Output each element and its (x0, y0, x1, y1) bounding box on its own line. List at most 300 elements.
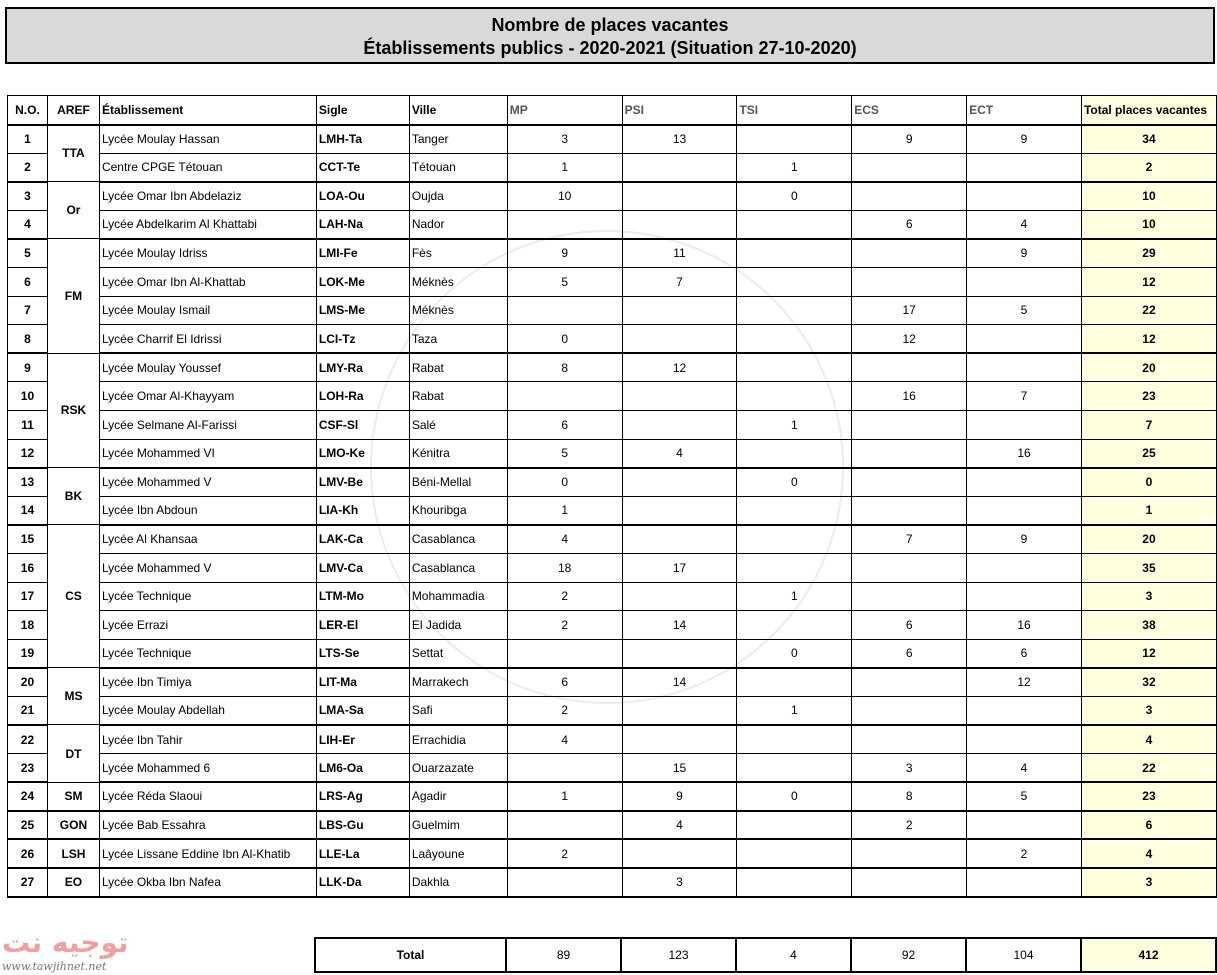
cell-psi (622, 639, 737, 668)
cell-etablissement: Lycée Lissane Eddine Ibn Al-Khatib (99, 839, 316, 868)
cell-tsi (737, 754, 852, 783)
cell-etablissement: Lycée Bab Essahra (99, 811, 316, 840)
cell-ect (967, 267, 1082, 296)
cell-ville: Fès (409, 239, 507, 268)
cell-mp: 4 (507, 525, 622, 554)
cell-sigle: LLE-La (316, 839, 409, 868)
table-row (8, 639, 1217, 668)
cell-ville: Casablanca (409, 525, 507, 554)
cell-etablissement: Lycée Mohammed V (99, 468, 316, 497)
cell-tsi: 1 (737, 153, 852, 182)
cell-etablissement: Lycée Moulay Idriss (99, 239, 316, 268)
cell-no: 17 (8, 582, 48, 611)
cell-sigle: LMS-Me (316, 296, 409, 325)
cell-total: 34 (1081, 125, 1216, 154)
cell-ecs (852, 439, 967, 468)
cell-sigle: LCI-Tz (316, 325, 409, 354)
table-row (8, 696, 1217, 725)
cell-ect: 2 (967, 839, 1082, 868)
cell-mp: 10 (507, 182, 622, 211)
cell-etablissement: Lycée Réda Slaoui (99, 782, 316, 811)
cell-ecs (852, 496, 967, 525)
table-body (8, 125, 1217, 897)
cell-ect: 4 (967, 754, 1082, 783)
cell-sigle: LRS-Ag (316, 782, 409, 811)
cell-mp: 6 (507, 410, 622, 439)
cell-ect: 9 (967, 525, 1082, 554)
cell-ville: Rabat (409, 382, 507, 411)
cell-mp: 3 (507, 125, 622, 154)
cell-aref: MS (47, 668, 99, 725)
header-ville: Ville (409, 96, 507, 125)
cell-mp: 4 (507, 725, 622, 754)
cell-no: 13 (8, 468, 48, 497)
cell-ecs (852, 239, 967, 268)
table-row (8, 210, 1217, 239)
cell-ville: Settat (409, 639, 507, 668)
cell-ect: 12 (967, 668, 1082, 697)
cell-no: 22 (8, 725, 48, 754)
cell-sigle: CCT-Te (316, 153, 409, 182)
cell-tsi (737, 353, 852, 382)
cell-tsi: 0 (737, 782, 852, 811)
cell-no: 24 (8, 782, 48, 811)
cell-no: 16 (8, 553, 48, 582)
cell-ville: Ouarzazate (409, 754, 507, 783)
cell-no: 27 (8, 868, 48, 897)
cell-ecs: 16 (852, 382, 967, 411)
cell-ect (967, 725, 1082, 754)
cell-tsi (737, 496, 852, 525)
cell-total: 1 (1081, 496, 1216, 525)
cell-ect (967, 353, 1082, 382)
totals-table (314, 937, 1217, 973)
cell-no: 7 (8, 296, 48, 325)
cell-psi (622, 153, 737, 182)
cell-mp: 6 (507, 668, 622, 697)
table-row (8, 553, 1217, 582)
cell-etablissement: Lycée Ibn Tahir (99, 725, 316, 754)
cell-ecs (852, 696, 967, 725)
cell-ecs (852, 353, 967, 382)
cell-ecs: 2 (852, 811, 967, 840)
cell-total: 12 (1081, 325, 1216, 354)
cell-psi: 14 (622, 668, 737, 697)
cell-psi (622, 725, 737, 754)
cell-ville: Tanger (409, 125, 507, 154)
header-etablissement: Établissement (99, 96, 316, 125)
cell-sigle: LOA-Ou (316, 182, 409, 211)
header-row (8, 96, 1217, 125)
cell-sigle: LAH-Na (316, 210, 409, 239)
cell-ecs (852, 182, 967, 211)
totals-tsi: 4 (736, 938, 851, 972)
cell-aref: RSK (47, 353, 99, 467)
cell-total: 12 (1081, 639, 1216, 668)
cell-no: 15 (8, 525, 48, 554)
cell-sigle: LIA-Kh (316, 496, 409, 525)
cell-tsi (737, 668, 852, 697)
cell-total: 35 (1081, 553, 1216, 582)
header-sigle: Sigle (316, 96, 409, 125)
cell-ect (967, 325, 1082, 354)
cell-tsi (737, 839, 852, 868)
cell-tsi (737, 210, 852, 239)
table-row (8, 754, 1217, 783)
cell-ville: Khouribga (409, 496, 507, 525)
cell-ecs (852, 153, 967, 182)
cell-psi (622, 582, 737, 611)
cell-ect: 9 (967, 125, 1082, 154)
cell-aref: FM (47, 239, 99, 353)
cell-total: 6 (1081, 811, 1216, 840)
cell-no: 5 (8, 239, 48, 268)
table-row (8, 582, 1217, 611)
cell-aref: SM (47, 782, 99, 811)
cell-aref: DT (47, 725, 99, 782)
cell-aref: Or (47, 182, 99, 239)
cell-ecs (852, 668, 967, 697)
cell-psi: 15 (622, 754, 737, 783)
cell-etablissement: Lycée Omar Al-Khayyam (99, 382, 316, 411)
cell-ect: 9 (967, 239, 1082, 268)
cell-no: 19 (8, 639, 48, 668)
cell-no: 20 (8, 668, 48, 697)
cell-ect: 16 (967, 611, 1082, 640)
cell-mp: 18 (507, 553, 622, 582)
cell-ect (967, 582, 1082, 611)
cell-no: 23 (8, 754, 48, 783)
cell-ecs: 6 (852, 210, 967, 239)
cell-total: 3 (1081, 582, 1216, 611)
table-row (8, 125, 1217, 154)
totals-grand-total: 412 (1081, 938, 1216, 972)
cell-sigle: LER-El (316, 611, 409, 640)
cell-tsi (737, 439, 852, 468)
cell-no: 1 (8, 125, 48, 154)
table-row (8, 353, 1217, 382)
table-row (8, 439, 1217, 468)
cell-ville: Oujda (409, 182, 507, 211)
cell-etablissement: Lycée Technique (99, 582, 316, 611)
cell-no: 25 (8, 811, 48, 840)
cell-ville: El Jadida (409, 611, 507, 640)
cell-aref: BK (47, 468, 99, 525)
cell-psi: 9 (622, 782, 737, 811)
cell-etablissement: Lycée Mohammed 6 (99, 754, 316, 783)
cell-no: 26 (8, 839, 48, 868)
cell-total: 4 (1081, 839, 1216, 868)
cell-psi: 12 (622, 353, 737, 382)
table-row (8, 782, 1217, 811)
cell-psi: 7 (622, 267, 737, 296)
cell-psi (622, 382, 737, 411)
cell-sigle: LMV-Be (316, 468, 409, 497)
cell-tsi: 1 (737, 696, 852, 725)
cell-mp: 9 (507, 239, 622, 268)
vacancies-table (7, 95, 1217, 898)
cell-ville: Laâyoune (409, 839, 507, 868)
cell-ville: Méknès (409, 267, 507, 296)
cell-sigle: LLK-Da (316, 868, 409, 897)
cell-ecs: 12 (852, 325, 967, 354)
cell-ville: Méknès (409, 296, 507, 325)
cell-sigle: LMV-Ca (316, 553, 409, 582)
title-box (5, 7, 1215, 64)
cell-etablissement: Lycée Moulay Youssef (99, 353, 316, 382)
cell-ville: Errachidia (409, 725, 507, 754)
table-row (8, 668, 1217, 697)
cell-ect (967, 153, 1082, 182)
cell-psi (622, 496, 737, 525)
cell-mp (507, 210, 622, 239)
cell-etablissement: Lycée Okba Ibn Nafea (99, 868, 316, 897)
cell-psi (622, 410, 737, 439)
table-row (8, 525, 1217, 554)
cell-ect: 5 (967, 296, 1082, 325)
table-row (8, 182, 1217, 211)
cell-ville: Agadir (409, 782, 507, 811)
cell-sigle: LAK-Ca (316, 525, 409, 554)
table-row (8, 239, 1217, 268)
cell-ect (967, 696, 1082, 725)
cell-psi: 11 (622, 239, 737, 268)
cell-aref: EO (47, 868, 99, 897)
cell-aref: LSH (47, 839, 99, 868)
cell-ville: Marrakech (409, 668, 507, 697)
totals-ect: 104 (966, 938, 1081, 972)
table-row (8, 868, 1217, 897)
cell-sigle: LMY-Ra (316, 353, 409, 382)
cell-tsi (737, 725, 852, 754)
cell-ecs: 17 (852, 296, 967, 325)
cell-ect (967, 868, 1082, 897)
cell-total: 3 (1081, 868, 1216, 897)
cell-tsi: 0 (737, 182, 852, 211)
cell-ecs (852, 839, 967, 868)
cell-ecs (852, 410, 967, 439)
cell-ville: Salé (409, 410, 507, 439)
cell-ect: 4 (967, 210, 1082, 239)
cell-psi: 4 (622, 811, 737, 840)
cell-sigle: LTS-Se (316, 639, 409, 668)
watermark-url: www.tawjihnet.net (2, 960, 107, 973)
table-row (8, 153, 1217, 182)
cell-tsi: 0 (737, 639, 852, 668)
cell-total: 12 (1081, 267, 1216, 296)
cell-total: 29 (1081, 239, 1216, 268)
cell-psi: 13 (622, 125, 737, 154)
cell-total: 10 (1081, 182, 1216, 211)
cell-total: 4 (1081, 725, 1216, 754)
cell-etablissement: Centre CPGE Tétouan (99, 153, 316, 182)
cell-no: 10 (8, 382, 48, 411)
header-total: Total places vacantes (1081, 96, 1216, 125)
cell-tsi (737, 325, 852, 354)
cell-etablissement: Lycée Selmane Al-Farissi (99, 410, 316, 439)
cell-total: 23 (1081, 782, 1216, 811)
cell-mp: 2 (507, 611, 622, 640)
cell-ville: Dakhla (409, 868, 507, 897)
cell-sigle: LBS-Gu (316, 811, 409, 840)
cell-mp (507, 754, 622, 783)
cell-tsi (737, 267, 852, 296)
cell-ville: Tétouan (409, 153, 507, 182)
cell-no: 3 (8, 182, 48, 211)
cell-no: 14 (8, 496, 48, 525)
cell-ect (967, 496, 1082, 525)
cell-sigle: LMH-Ta (316, 125, 409, 154)
cell-tsi (737, 868, 852, 897)
cell-mp: 1 (507, 782, 622, 811)
totals-mp: 89 (506, 938, 621, 972)
cell-etablissement: Lycée Abdelkarim Al Khattabi (99, 210, 316, 239)
cell-etablissement: Lycée Moulay Abdellah (99, 696, 316, 725)
cell-ecs (852, 468, 967, 497)
cell-ect (967, 811, 1082, 840)
cell-mp: 2 (507, 582, 622, 611)
cell-total: 0 (1081, 468, 1216, 497)
cell-ecs (852, 582, 967, 611)
cell-tsi: 1 (737, 582, 852, 611)
cell-etablissement: Lycée Mohammed VI (99, 439, 316, 468)
cell-sigle: LIH-Er (316, 725, 409, 754)
cell-etablissement: Lycée Omar Ibn Al-Khattab (99, 267, 316, 296)
cell-total: 38 (1081, 611, 1216, 640)
cell-ect: 6 (967, 639, 1082, 668)
title-line2: Établissements publics - 2020-2021 (Situation 27-10-2020) (363, 38, 857, 58)
cell-ecs (852, 553, 967, 582)
cell-ect: 5 (967, 782, 1082, 811)
cell-total: 10 (1081, 210, 1216, 239)
cell-aref: GON (47, 811, 99, 840)
cell-etablissement: Lycée Technique (99, 639, 316, 668)
cell-ecs: 7 (852, 525, 967, 554)
cell-ville: Taza (409, 325, 507, 354)
cell-ect (967, 182, 1082, 211)
cell-ville: Béni-Mellal (409, 468, 507, 497)
header-mp: MP (507, 96, 622, 125)
cell-mp: 8 (507, 353, 622, 382)
cell-tsi (737, 239, 852, 268)
cell-no: 11 (8, 410, 48, 439)
cell-mp (507, 296, 622, 325)
cell-sigle: CSF-Sl (316, 410, 409, 439)
cell-psi: 17 (622, 553, 737, 582)
cell-mp: 5 (507, 439, 622, 468)
cell-no: 12 (8, 439, 48, 468)
cell-psi (622, 468, 737, 497)
header-tsi: TSI (737, 96, 852, 125)
cell-mp (507, 639, 622, 668)
cell-no: 4 (8, 210, 48, 239)
cell-no: 21 (8, 696, 48, 725)
cell-mp: 5 (507, 267, 622, 296)
cell-etablissement: Lycée Ibn Abdoun (99, 496, 316, 525)
cell-ecs (852, 868, 967, 897)
cell-mp (507, 382, 622, 411)
cell-sigle: LOH-Ra (316, 382, 409, 411)
cell-mp: 2 (507, 696, 622, 725)
cell-psi (622, 325, 737, 354)
cell-total: 20 (1081, 525, 1216, 554)
header-aref: AREF (47, 96, 99, 125)
cell-psi (622, 296, 737, 325)
cell-mp: 0 (507, 325, 622, 354)
cell-tsi (737, 296, 852, 325)
cell-ville: Nador (409, 210, 507, 239)
cell-tsi (737, 811, 852, 840)
table-row (8, 267, 1217, 296)
cell-ville: Guelmim (409, 811, 507, 840)
cell-sigle: LMI-Fe (316, 239, 409, 268)
header-ecs: ECS (852, 96, 967, 125)
totals-ecs: 92 (851, 938, 966, 972)
cell-sigle: LIT-Ma (316, 668, 409, 697)
cell-ville: Casablanca (409, 553, 507, 582)
cell-ville: Rabat (409, 353, 507, 382)
cell-no: 9 (8, 353, 48, 382)
cell-sigle: LM6-Oa (316, 754, 409, 783)
cell-etablissement: Lycée Charrif El Idrissi (99, 325, 316, 354)
cell-no: 18 (8, 611, 48, 640)
cell-aref: TTA (47, 125, 99, 182)
cell-no: 8 (8, 325, 48, 354)
cell-mp (507, 811, 622, 840)
cell-sigle: LOK-Me (316, 267, 409, 296)
cell-psi: 14 (622, 611, 737, 640)
cell-ecs: 3 (852, 754, 967, 783)
cell-tsi (737, 611, 852, 640)
cell-psi: 4 (622, 439, 737, 468)
cell-total: 22 (1081, 754, 1216, 783)
cell-mp: 1 (507, 153, 622, 182)
cell-tsi (737, 553, 852, 582)
cell-total: 22 (1081, 296, 1216, 325)
cell-etablissement: Lycée Ibn Timiya (99, 668, 316, 697)
cell-etablissement: Lycée Errazi (99, 611, 316, 640)
cell-no: 6 (8, 267, 48, 296)
totals-psi: 123 (621, 938, 736, 972)
cell-ect (967, 468, 1082, 497)
cell-psi (622, 525, 737, 554)
table-row (8, 468, 1217, 497)
cell-tsi: 1 (737, 410, 852, 439)
cell-total: 20 (1081, 353, 1216, 382)
cell-mp: 1 (507, 496, 622, 525)
cell-tsi (737, 525, 852, 554)
cell-mp: 2 (507, 839, 622, 868)
cell-ecs: 8 (852, 782, 967, 811)
table-row (8, 296, 1217, 325)
header-ect: ECT (967, 96, 1082, 125)
cell-mp (507, 868, 622, 897)
table-row (8, 725, 1217, 754)
cell-sigle: LMO-Ke (316, 439, 409, 468)
cell-mp: 0 (507, 468, 622, 497)
cell-etablissement: Lycée Mohammed V (99, 553, 316, 582)
table-row (8, 839, 1217, 868)
title-line1: Nombre de places vacantes (491, 15, 729, 35)
cell-no: 2 (8, 153, 48, 182)
table-row (8, 410, 1217, 439)
cell-etablissement: Lycée Moulay Ismail (99, 296, 316, 325)
cell-ect (967, 553, 1082, 582)
cell-total: 3 (1081, 696, 1216, 725)
header-no: N.O. (8, 96, 48, 125)
cell-etablissement: Lycée Omar Ibn Abdelaziz (99, 182, 316, 211)
cell-total: 2 (1081, 153, 1216, 182)
